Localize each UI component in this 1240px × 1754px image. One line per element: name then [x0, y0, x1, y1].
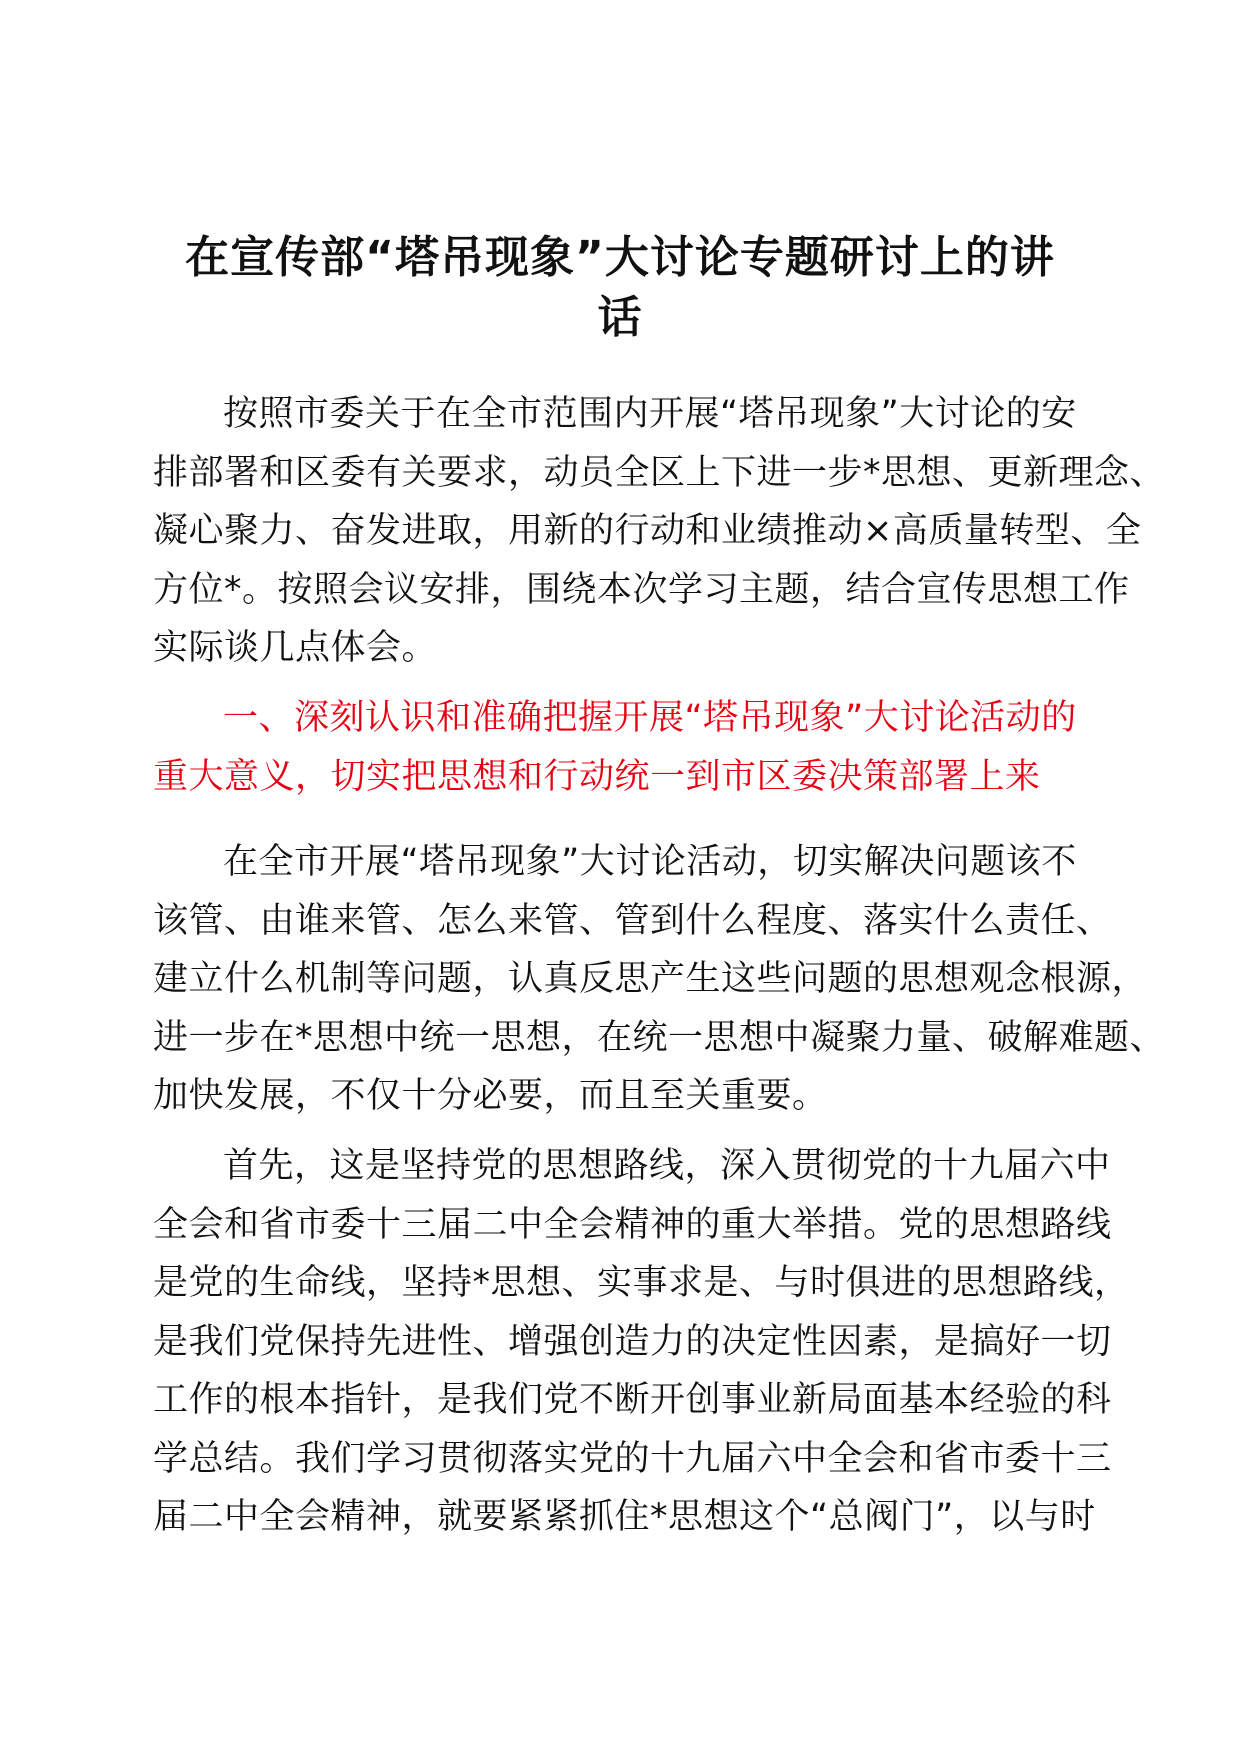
section-heading-1	[153, 689, 1088, 806]
paragraph-line: 该管、由谁来管、怎么来管、管到什么程度、落实什么责任、	[153, 900, 1112, 941]
body-paragraph-2	[153, 833, 1166, 1126]
paragraph-line: 凝心聚力、奋发进取，用新的行动和业绩推动×高质量转型、全	[153, 511, 1142, 551]
paragraph-line: 建立什么机制等问题，认真反思产生这些问题的思想观念根源，	[153, 959, 1148, 999]
paragraph-line: 加快发展，不仅十分必要，而且至关重要。	[153, 1076, 828, 1116]
paragraph-line: 是党的生命线，坚持*思想、实事求是、与时俱进的思想路线，	[153, 1263, 1130, 1303]
heading-line: 一、深刻认识和准确把握开展“塔吊现象”大讨论活动的	[223, 698, 1077, 738]
paragraph-line: 按照市委关于在全市范围内开展“塔吊现象”大讨论的安	[223, 394, 1077, 434]
paragraph-line: 全会和省市委十三届二中全会精神的重大举措。党的思想路线	[153, 1204, 1112, 1245]
paragraph-line: 在全市开展“塔吊现象”大讨论活动，切实解决问题该不	[223, 842, 1077, 882]
paragraph-line: 届二中全会精神，就要紧紧抓住*思想这个“总阀门”，以与时	[153, 1497, 1096, 1537]
document-title	[150, 228, 1090, 348]
paragraph-line: 首先，这是坚持党的思想路线，深入贯彻党的十九届六中	[223, 1146, 1111, 1186]
paragraph-line: 方位*。按照会议安排，围绕本次学习主题，结合宣传思想工作	[153, 569, 1130, 610]
body-paragraph-3	[153, 1137, 1130, 1547]
intro-paragraph	[153, 385, 1166, 678]
title-line-2: 话	[597, 292, 643, 343]
paragraph-line: 工作的根本指针，是我们党不断开创事业新局面基本经验的科	[153, 1380, 1112, 1420]
paragraph-line: 是我们党保持先进性、增强创造力的决定性因素，是搞好一切	[153, 1321, 1112, 1362]
title-line-1: 在宣传部“塔吊现象”大讨论专题研讨上的讲	[185, 232, 1055, 283]
paragraph-line: 学总结。我们学习贯彻落实党的十九届六中全会和省市委十三	[153, 1438, 1112, 1479]
paragraph-line: 排部署和区委有关要求，动员全区上下进一步*思想、更新理念、	[153, 452, 1166, 493]
paragraph-line: 进一步在*思想中统一思想，在统一思想中凝聚力量、破解难题、	[153, 1017, 1166, 1058]
heading-line: 重大意义，切实把思想和行动统一到市区委决策部署上来	[153, 756, 1041, 797]
paragraph-line: 实际谈几点体会。	[153, 628, 438, 668]
